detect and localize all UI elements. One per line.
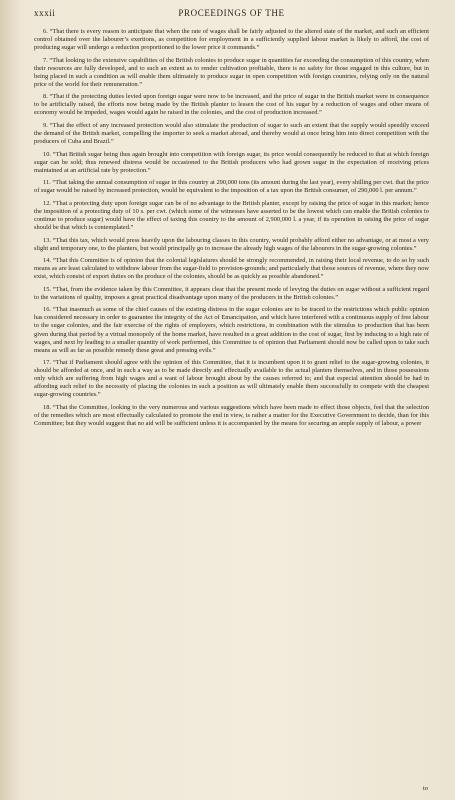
paragraph-11: 11. “That taking the annual consumption of sugar in this country at 290,000 tons (its amount during the last year), every shilling per cwt. that the price of sugar would be raised by increased protection, would be equivalent to the imposition of a tax upon the British consumer, of 290,000 l. per annum.” [34, 179, 429, 195]
paragraph-12: 12. “That a protecting duty upon foreign sugar can be of no advantage to the British planter, except by raising the price of sugar in this market; hence the imposition of a protecting duty of 10 s. per cwt. (which some of the witnesses have asserted to be the lowest which can enable the British colonies to continue to produce sugar) would have the effect of taxing this country to the amount of 2,900,000 l. a year, if its operation in raising the price of sugar should be that which is contemplated.” [34, 199, 429, 231]
paragraph-14: 14. “That this Committee is of opinion that the colonial legislatures should be strongly recommended, in raising their local revenue, to do so by such means as are least calculated to withdraw labour from the sugar-field to provision-grounds; and particularly that those sources of revenue, where they now exist, which consist of export duties on the produce of the colonies, should be as quickly as possible abandoned.” [34, 257, 429, 281]
running-title: PROCEEDINGS OF THE [178, 8, 285, 18]
paragraph-6: 6. “That there is every reason to anticipate that when the rate of wages shall be fairly adjusted to the altered state of the market, and such an efficient control obtained over the labourer’s exertions, as competition for employment in a sufficiently supplied labour market is likely to afford, the cost of producing sugar will undergo a reduction proportioned to the lower price it commands.” [34, 28, 429, 52]
paragraph-9: 9. “That the effect of any increased protection would also stimulate the production of sugar to such an extent that the supply would speedily exceed the demand of the British market, compelling the importer to seek a market abroad, and thereby would at once bring him into direct competition with the producers of Cuba and Brazil.” [34, 121, 429, 146]
paragraph-8: 8. “That if the protecting duties levied upon foreign sugar were now to be increased, and the price of sugar in the British market were in consequence to be artificially raised, the efforts now being made by the British planter to lessen the cost of his sugar by a reduction of wages and other means of economy would be impeded, wages would again be raised in the colonies, and the cost of production increased.” [34, 93, 429, 117]
paragraph-17: 17. “That if Parliament should agree with the opinion of this Committee, that it is incumbent upon it to grant relief to the sugar-growing colonies, it should be afforded at once, and in such a way as to be made directly and effectually available to the actual planters themselves, and in those possessions only which are suffering from high wages and a want of labour brought about by the causes referred to; and that especial attention should be had in affording such relief to the necessity of placing the colonies in such a position as will ultimately enable them successfully to compete with the cheapest sugar-growing countries.” [34, 359, 429, 399]
paragraph-16: 16. “That inasmuch as some of the chief causes of the existing distress in the sugar colonies are to be traced to the restrictions which public opinion has considered necessary in order to guarantee the integrity of the Act of Emancipation, and which have interfered with a continuous supply of free labour to the sugar colonies, and the fair exercise of the rights of employers, which restrictions, in combination with the stimulus to production that has been given during that period by a virtual monopoly of the home market, have resulted in a great addition to the cost of sugar, first by inducing to a high rate of wages, and next by leading to a smaller quantity of work performed, this Committee is of opinion that Parliament should now be called upon to take such means as will as far as possible remedy these great and pressing evils.” [34, 306, 429, 354]
page-number: xxxii [34, 8, 56, 18]
paragraph-18: 18. “That the Committee, looking to the very numerous and various suggestions which have been made to effect those objects, feel that the selection of the remedies which are most effectually calculated to promote the end in view, is rather a matter for the Executive Government to decide, than for this Committee; but they would suggest that no aid will be sufficient unless it is accompanied by the means for securing an ample supply of labour, a power [34, 403, 429, 427]
page-header [34, 8, 429, 18]
paragraph-10: 10. “That British sugar being thus again brought into competition with foreign sugar, its price would consequently be reduced to that at which foreign sugar can be sold; thus renewed distress would be occasioned to the British producers who had grown sugar in the expectation of receiving prices maintained at an artificial rate by protection.” [34, 150, 429, 174]
catchword: to [423, 785, 428, 792]
paragraph-15: 15. “That, from the evidence taken by this Committee, it appears clear that the present mode of levying the duties on sugar without a sufficient regard to the variations of quality, imposes a great practical disadvantage upon many of the producers in the British colonies.” [34, 285, 429, 301]
paragraph-13: 13. “That this tax, which would press heavily upon the labouring classes in this country, would probably afford either no advantage, or at most a very slight and temporary one, to the planters, but would principally go to increase the already high wages of the labourers in the sugar-growing colonies.” [34, 236, 429, 252]
resolutions-body [34, 28, 429, 428]
paragraph-7: 7. “That looking to the extensive capabilities of the British colonies to produce sugar in quantities far exceeding the consumption of this country, when their resources are fully developed, and to such an extent as to render cultivation profitable, there is no safety for those engaged in this culture, but in being placed in such a condition as will enable them ultimately to produce sugar in open competition with foreign countries, relying only on the natural price of the world for their remuneration.” [34, 56, 429, 88]
